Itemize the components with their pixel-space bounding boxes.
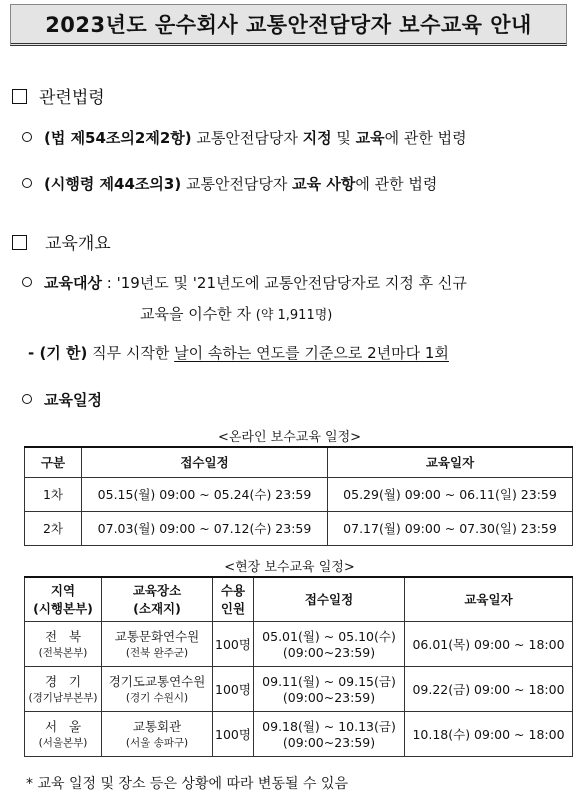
circle-bullet-icon [22,132,32,142]
table-header: 지역 (시행본부) [25,577,102,621]
table-header-row [25,447,573,477]
table-row: 서 울 (서울본부) 교통회관 (서울 송파구) 100명 09.18(월) ~ 10.13(금) (09:00~23:59) 10.18(수) 09:00 ~ 18:00 [25,711,573,756]
period-line: - (기 한) 직무 시작한 날이 속하는 연도를 기준으로 2년마다 1회 [28,344,449,362]
circle-bullet-icon [22,394,32,404]
law-item-1: (법 제54조의2제2항) 교통안전담당자 지정 및 교육에 관한 법령 [22,127,467,148]
table-row: 1차 05.15(월) 09:00 ~ 05.24(수) 23:59 05.29(월) 09:00 ~ 06.11(일) 23:59 [25,477,573,511]
table-header: 구분 [25,447,82,477]
table-header: 교육장소 (소재지) [102,577,213,621]
checkbox-square-icon [12,89,27,104]
table-row: 경 기 (경기남부본부) 경기도교통연수원 (경기 수원시) 100명 09.11(월) ~ 09.15(금) (09:00~23:59) 09.22(금) 09:00 ~ 18:00 [25,666,573,711]
table-header: 접수일정 [82,447,328,477]
title-banner [10,4,567,46]
table-header: 수용 인원 [213,577,254,621]
table-header: 접수일정 [254,577,405,621]
table-header-row [25,577,573,621]
target-line-2: 교육을 이수한 자 (약 1,911명) [140,305,333,323]
schedule-heading: 교육일정 [22,389,102,410]
circle-bullet-icon [22,178,32,188]
table-row: 2차 07.03(월) 09:00 ~ 07.12(수) 23:59 07.17(월) 09:00 ~ 07.30(일) 23:59 [25,511,573,545]
footnote: * 교육 일정 및 장소 등은 상황에 따라 변동될 수 있음 [26,776,348,792]
table-row: 전 북 (전북본부) 교통문화연수원 (전북 완주군) 100명 05.01(월) ~ 05.10(수) (09:00~23:59) 06.01(목) 09:00 ~ 18:00 [25,621,573,666]
law-item-2: (시행령 제44조의3) 교통안전담당자 교육 사항에 관한 법령 [22,173,437,194]
table-header: 교육일자 [405,577,573,621]
circle-bullet-icon [22,277,32,287]
online-schedule-table [24,446,573,546]
section-law-heading: 관련법령 [12,83,105,108]
onsite-schedule-table [24,576,573,757]
page-title: 2023년도 운수회사 교통안전담당자 보수교육 안내 [45,13,532,37]
online-caption: <온라인 보수교육 일정> [217,430,362,445]
table-header: 교육일자 [328,447,573,477]
target-line: 교육대상 : '19년도 및 '21년도에 교통안전담당자로 지정 후 신규 [22,272,467,293]
section-overview-heading: 교육개요 [12,229,111,254]
onsite-caption: <현장 보수교육 일정> [224,560,355,575]
checkbox-square-icon [12,235,27,250]
